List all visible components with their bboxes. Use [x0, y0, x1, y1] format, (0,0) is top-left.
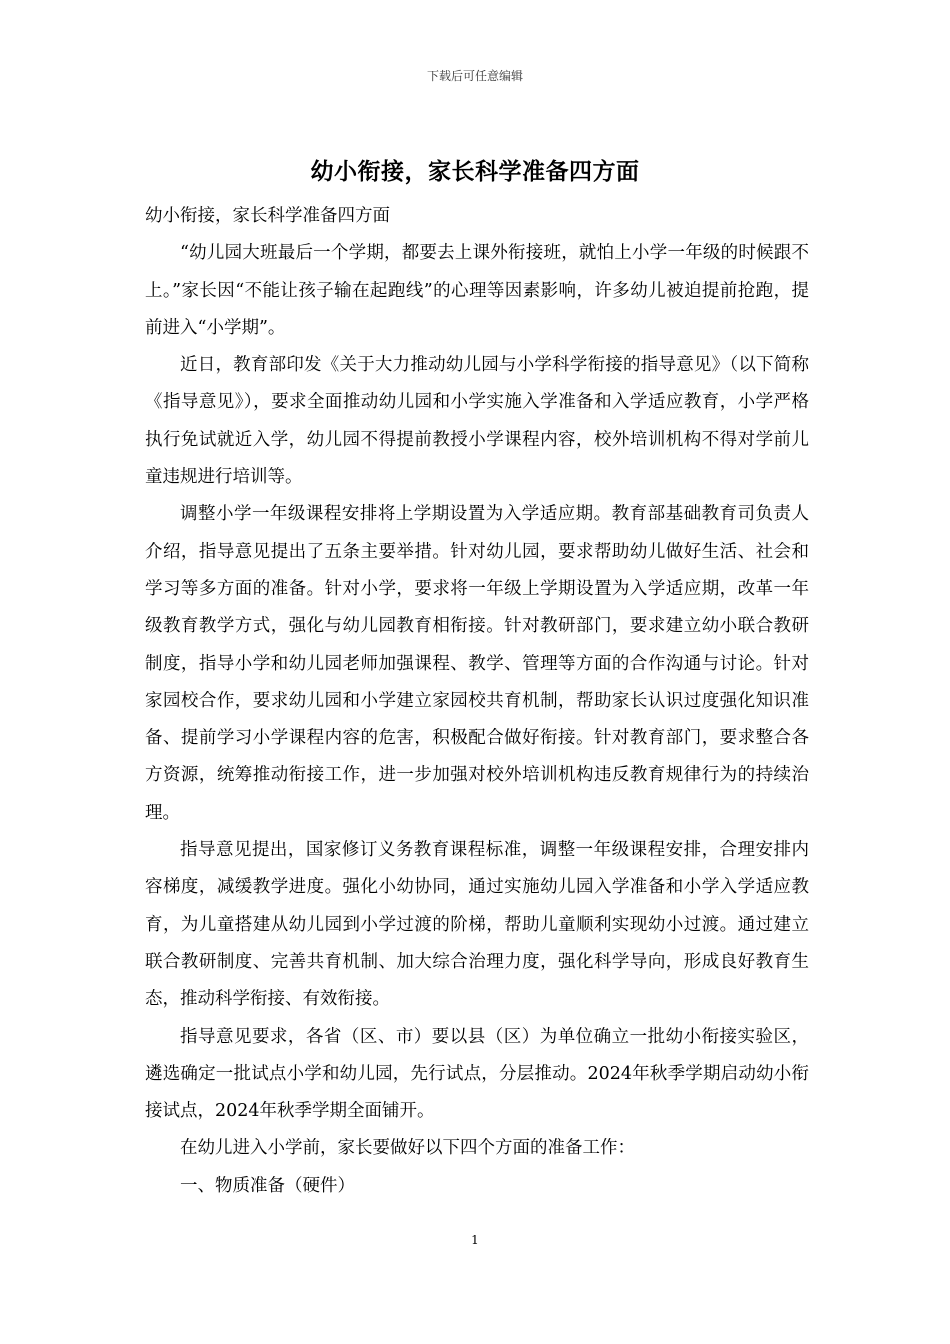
paragraph: 指导意见要求，各省（区、市）要以县（区）为单位确立一批幼小衔接实验区，遴选确定一批试点小学和幼儿园，先行试点，分层推动。2024年秋季学期启动幼小衔接试点，2024年秋季学期全面铺开。	[145, 1026, 809, 1122]
paragraph: 调整小学一年级课程安排将上学期设置为入学适应期。教育部基础教育司负责人介绍，指导意见提出了五条主要举措。针对幼儿园，要求帮助幼儿做好生活、社会和学习等多方面的准备。针对小学，要求将一年级上学期设置为入学适应期，改革一年级教育教学方式，强化与幼儿园教育相衔接。针对教研部门，要求建立幼小联合教研制度，指导小学和幼儿园老师加强课程、教学、管理等方面的合作沟通与讨论。针对家园校合作，要求幼儿园和小学建立家园校共育机制，帮助家长认识过度强化知识准备、提前学习小学课程内容的危害，积极配合做好衔接。针对教育部门，要求整合各方资源，统筹推动衔接工作，进一步加强对校外培训机构违反教育规律行为的持续治理。	[145, 504, 809, 823]
paragraph: “幼儿园大班最后一个学期，都要去上课外衔接班，就怕上小学一年级的时候跟不上。”家长因“不能让孩子输在起跑线”的心理等因素影响，许多幼儿被迫提前抢跑，提前进入“小学期”。	[145, 243, 809, 338]
paragraph-subtitle: 幼小衔接，家长科学准备四方面	[145, 206, 390, 226]
page-header: 下载后可任意编辑	[426, 69, 523, 83]
document-body	[145, 198, 809, 1205]
document-title: 幼小衔接，家长科学准备四方面	[310, 158, 640, 185]
paragraph: 近日，教育部印发《关于大力推动幼儿园与小学科学衔接的指导意见》（以下简称《指导意见》），要求全面推动幼儿园和小学实施入学准备和入学适应教育，小学严格执行免试就近入学，幼儿园不得提前教授小学课程内容，校外培训机构不得对学前儿童违规进行培训等。	[145, 355, 809, 488]
page-number: 1	[471, 1233, 479, 1247]
paragraph: 在幼儿进入小学前，家长要做好以下四个方面的准备工作：	[180, 1138, 635, 1159]
paragraph: 指导意见提出，国家修订义务教育课程标准，调整一年级课程安排，合理安排内容梯度，减缓教学进度。强化小幼协同，通过实施幼儿园入学准备和小学入学适应教育，为儿童搭建从幼儿园到小学过渡的阶梯，帮助儿童顺利实现幼小过渡。通过建立联合教研制度、完善共育机制、加大综合治理力度，强化科学导向，形成良好教育生态，推动科学衔接、有效衔接。	[145, 840, 809, 1010]
section-heading: 一、物质准备（硬件）	[180, 1175, 355, 1196]
